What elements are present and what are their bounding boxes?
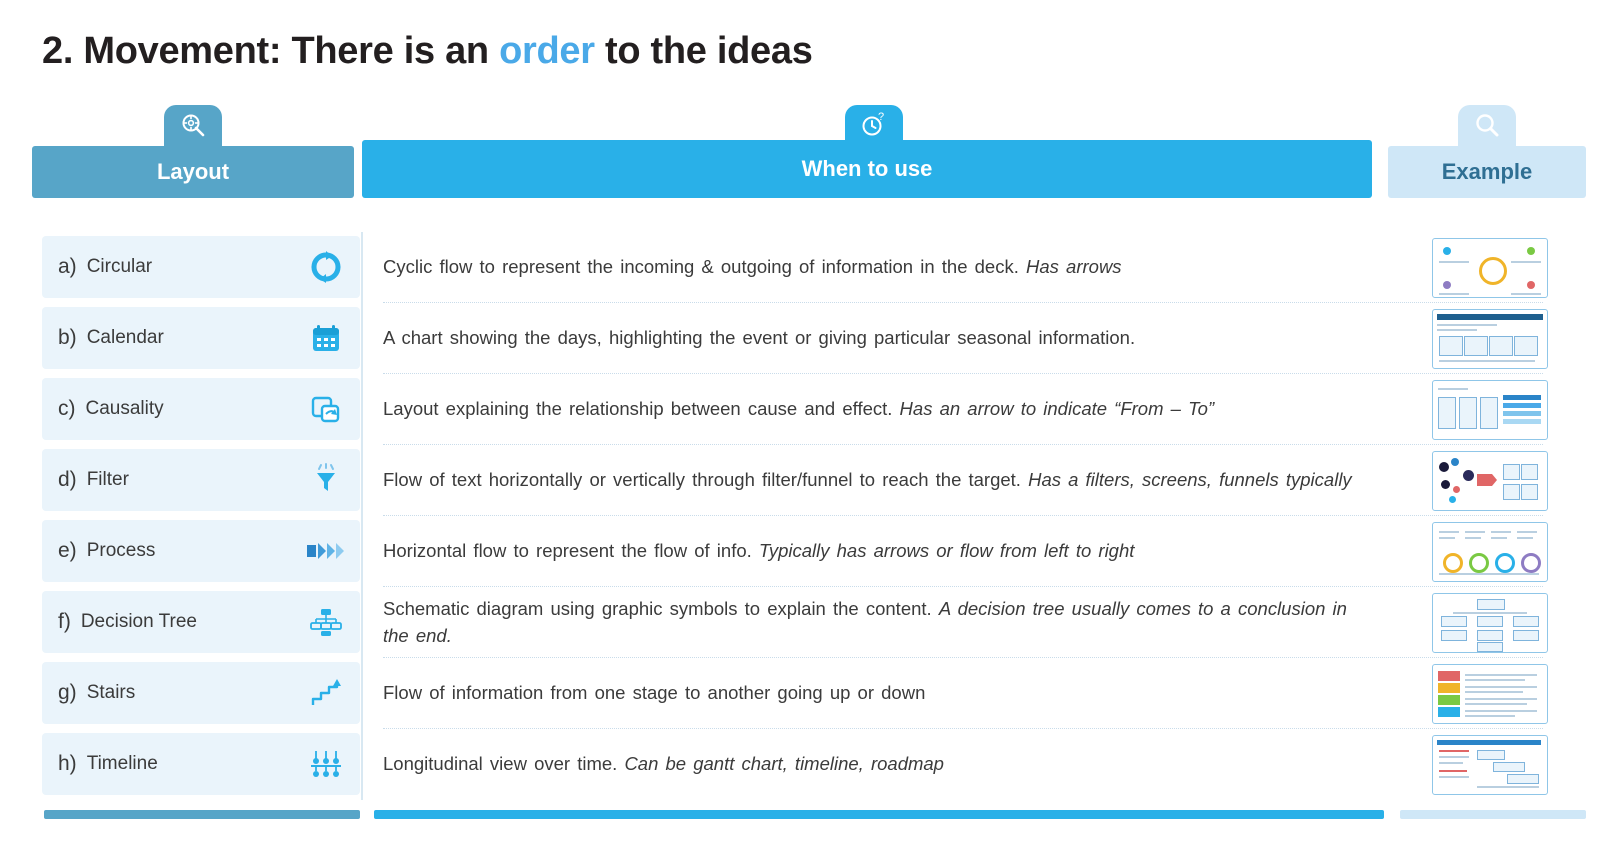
row-description	[383, 445, 1373, 516]
row-thumbnail-filter[interactable]	[1432, 451, 1548, 511]
row-thumbnail-stairs[interactable]	[1432, 664, 1548, 724]
page-title-suffix: to the ideas	[594, 30, 813, 72]
table-row[interactable]	[0, 729, 1600, 800]
row-description-italic: Can be gantt chart, timeline, roadmap	[624, 753, 944, 775]
header-when-to-use: When to use	[362, 140, 1372, 198]
table-row[interactable]	[0, 516, 1600, 587]
column-divider	[361, 232, 363, 303]
row-description	[383, 729, 1373, 800]
column-divider	[361, 445, 363, 516]
header-example: Example	[1388, 146, 1586, 198]
row-letter: f)	[58, 610, 71, 633]
row-label-calendar[interactable]	[42, 307, 360, 369]
row-thumbnail-calendar[interactable]	[1432, 309, 1548, 369]
footer-bars	[0, 810, 1600, 824]
column-divider	[361, 658, 363, 729]
calendar-icon	[306, 318, 346, 358]
row-label: Filter	[86, 469, 129, 490]
row-label-process[interactable]	[42, 520, 360, 582]
page-title	[42, 30, 813, 73]
row-letter: b)	[58, 326, 77, 349]
table-header	[0, 140, 1600, 200]
row-description-italic: A decision tree usually comes to a conclusion in the end.	[383, 597, 1347, 646]
table-row[interactable]	[0, 658, 1600, 729]
column-divider	[361, 303, 363, 374]
table-row[interactable]	[0, 303, 1600, 374]
stairs-arrow-icon	[306, 673, 346, 713]
column-divider	[361, 587, 363, 658]
row-description-plain: Layout explaining the relationship between cause and effect.	[383, 398, 900, 420]
row-label: Calendar	[86, 327, 164, 348]
row-letter: d)	[58, 468, 77, 491]
row-label-stairs[interactable]	[42, 662, 360, 724]
chevron-arrows-icon	[306, 531, 346, 571]
page-title-prefix: 2. Movement: There is an	[42, 30, 500, 72]
page-title-accent: order	[499, 30, 595, 72]
row-description-plain: Horizontal flow to represent the flow of info.	[383, 540, 759, 562]
circular-arrows-icon	[306, 247, 346, 287]
timeline-icon	[306, 744, 346, 784]
row-description-italic: Has arrows	[1026, 256, 1122, 278]
header-layout: Layout	[32, 146, 354, 198]
row-description-plain: Schematic diagram using graphic symbols to explain the content.	[383, 597, 939, 619]
row-letter: h)	[58, 752, 77, 775]
row-description-italic: Has an arrow to indicate “From – To”	[899, 398, 1215, 420]
row-description-plain: Flow of text horizontally or vertically through filter/funnel to reach the target.	[383, 469, 1029, 491]
row-description-italic: Typically has arrows or flow from left to right	[758, 540, 1135, 562]
row-thumbnail-timeline[interactable]	[1432, 735, 1548, 795]
svg-text:?: ?	[878, 111, 885, 123]
row-thumbnail-circular[interactable]	[1432, 238, 1548, 298]
column-divider	[361, 729, 363, 800]
row-description	[383, 658, 1373, 729]
row-description-italic: Has a filters, screens, funnels typically	[1028, 469, 1352, 491]
row-label-circular[interactable]	[42, 236, 360, 298]
row-description-plain: Longitudinal view over time.	[383, 753, 625, 775]
row-letter: g)	[58, 681, 77, 704]
footer-bar-example	[1400, 810, 1586, 819]
row-letter: c)	[58, 397, 76, 420]
table-row[interactable]	[0, 374, 1600, 445]
magnifier-gear-icon	[178, 111, 208, 141]
row-description	[383, 232, 1373, 303]
row-label-filter[interactable]	[42, 449, 360, 511]
row-label: Stairs	[86, 682, 136, 703]
row-label: Timeline	[86, 753, 158, 774]
funnel-icon	[306, 460, 346, 500]
column-divider	[361, 374, 363, 445]
cause-effect-icon	[306, 389, 346, 429]
row-label-decision-tree[interactable]	[42, 591, 360, 653]
row-description	[383, 587, 1373, 658]
table-row[interactable]	[0, 232, 1600, 303]
row-letter: a)	[58, 255, 77, 278]
table-row[interactable]	[0, 587, 1600, 658]
layout-table	[0, 232, 1600, 800]
row-label: Causality	[85, 398, 164, 419]
footer-bar-when-to-use	[374, 810, 1384, 819]
magnifier-icon	[1472, 111, 1502, 141]
table-row[interactable]	[0, 445, 1600, 516]
row-description-plain: A chart showing the days, highlighting the event or giving particular seasonal information.	[383, 327, 1136, 349]
row-description-plain: Flow of information from one stage to another going up or down	[383, 682, 926, 704]
row-label-timeline[interactable]	[42, 733, 360, 795]
row-description	[383, 374, 1373, 445]
row-label: Circular	[86, 256, 153, 277]
row-label-causality[interactable]	[42, 378, 360, 440]
row-description	[383, 516, 1373, 587]
row-letter: e)	[58, 539, 77, 562]
row-label: Decision Tree	[80, 611, 197, 632]
row-thumbnail-causality[interactable]	[1432, 380, 1548, 440]
row-thumbnail-process[interactable]	[1432, 522, 1548, 582]
row-description	[383, 303, 1373, 374]
footer-bar-layout	[44, 810, 360, 819]
clock-question-icon	[859, 111, 889, 141]
row-description-plain: Cyclic flow to represent the incoming & outgoing of information in the deck.	[383, 256, 1026, 278]
row-label: Process	[86, 540, 156, 561]
row-thumbnail-decision-tree[interactable]	[1432, 593, 1548, 653]
org-tree-icon	[306, 602, 346, 642]
column-divider	[361, 516, 363, 587]
